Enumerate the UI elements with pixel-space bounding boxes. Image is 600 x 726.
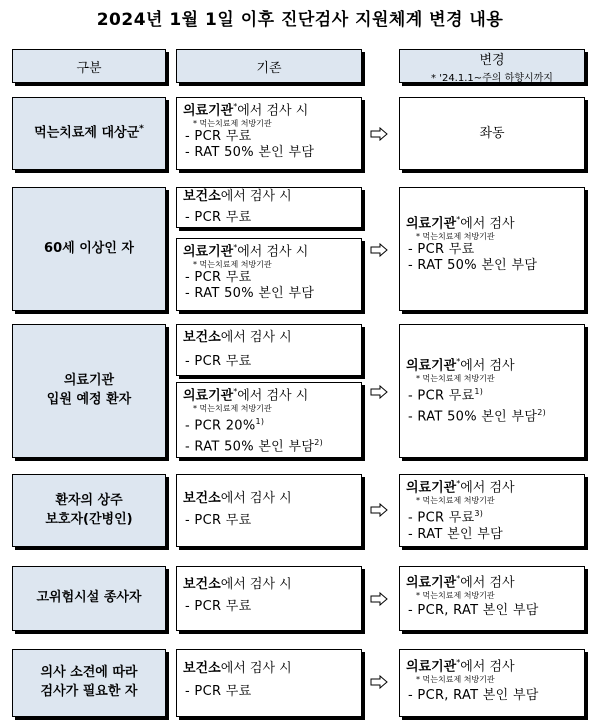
category-cell: [12, 649, 166, 717]
category-label: 환자의 상주 보호자(간병인): [45, 492, 133, 527]
box-heading: 보건소에서 검사 시: [183, 330, 292, 345]
existing-box: [176, 97, 362, 170]
category-label: 60세 이상인 자: [44, 240, 134, 256]
box-heading: 의료기관*에서 검사 시: [183, 387, 309, 404]
changed-box: [399, 649, 585, 717]
box-heading: 보건소에서 검사 시: [183, 189, 292, 204]
category-label: 고위험시설 종사자: [36, 590, 142, 606]
box-heading: 보건소에서 검사 시: [183, 491, 292, 506]
changed-box: [399, 474, 585, 547]
box-heading: 보건소에서 검사 시: [183, 661, 292, 676]
box-item: - PCR, RAT 본인 부담: [408, 603, 539, 619]
header-changed-label: 변경: [479, 52, 505, 68]
box-note: * 먹는치료제 처방기관: [416, 496, 495, 506]
box-note: * 먹는치료제 처방기관: [416, 675, 495, 685]
changed-box: [399, 566, 585, 631]
header-changed: [399, 49, 585, 83]
category-cell: [12, 324, 166, 458]
box-note: * 먹는치료제 처방기관: [193, 119, 272, 129]
existing-box: [176, 238, 362, 311]
changed-box: [399, 324, 585, 458]
existing-box: [176, 324, 362, 376]
box-item: - RAT 50% 본인 부담$^{2)}$: [408, 407, 546, 424]
footnote-mark: *: [139, 124, 144, 135]
box-note: * 먹는치료제 처방기관: [193, 260, 272, 270]
box-heading: 의료기관*에서 검사: [406, 658, 515, 675]
box-note: * 먹는치료제 처방기관: [416, 374, 495, 384]
box-item: - PCR 20%$^{1)}$: [185, 417, 265, 434]
existing-box: [176, 474, 362, 547]
box-item: - PCR 무료: [185, 270, 252, 286]
box-item: - PCR 무료$^{1)}$: [408, 387, 484, 404]
category-label: 먹는치료제 대상군*: [34, 124, 144, 141]
existing-box: [176, 382, 362, 458]
box-heading: 보건소에서 검사 시: [183, 577, 292, 592]
box-item: - PCR 무료: [185, 684, 252, 699]
category-label: 의료기관 입원 예정 환자: [46, 373, 132, 407]
category-cell: [12, 474, 166, 547]
category-cell: [12, 187, 166, 311]
header-existing: [176, 49, 362, 83]
header-category: [12, 49, 166, 83]
box-item: - RAT 50% 본인 부담$^{2)}$: [185, 437, 323, 454]
box-note: * 먹는치료제 처방기관: [416, 232, 495, 242]
category-cell: [12, 97, 166, 170]
arrow-right-icon: [370, 243, 388, 257]
box-item: - PCR 무료: [185, 210, 252, 225]
changed-box: [399, 187, 585, 311]
box-heading: 의료기관*에서 검사 시: [183, 243, 309, 260]
same-as-before-label: 좌동: [479, 125, 505, 141]
category-cell: [12, 566, 166, 631]
header-changed-note: * '24.1.1~주의 하향시까지: [431, 72, 553, 84]
box-item: - RAT 본인 부담: [408, 526, 503, 542]
box-item: - RAT 50% 본인 부담: [185, 145, 315, 161]
box-item: - RAT 50% 본인 부담: [185, 286, 315, 302]
existing-box: [176, 649, 362, 717]
box-heading: 의료기관*에서 검사: [406, 574, 515, 591]
box-item: - RAT 50% 본인 부담: [408, 258, 538, 274]
box-note: * 먹는치료제 처방기관: [193, 404, 272, 414]
box-item: - PCR 무료: [185, 129, 252, 145]
box-item: - PCR 무료$^{3)}$: [408, 509, 484, 526]
arrow-right-icon: [370, 592, 388, 606]
existing-box: [176, 566, 362, 631]
changed-box: [399, 97, 585, 170]
arrow-right-icon: [370, 127, 388, 141]
box-note: * 먹는치료제 처방기관: [416, 591, 495, 601]
existing-box: [176, 187, 362, 228]
header-category-label: 구분: [76, 60, 102, 76]
page-title: 2024년 1월 1일 이후 진단검사 지원체계 변경 내용: [96, 10, 504, 30]
arrow-right-icon: [370, 675, 388, 689]
box-heading: 의료기관*에서 검사: [406, 215, 515, 232]
arrow-right-icon: [370, 503, 388, 517]
arrow-right-icon: [370, 385, 388, 399]
box-heading: 의료기관*에서 검사: [406, 357, 515, 374]
category-label: 의사 소견에 따라 검사가 필요한 자: [40, 665, 138, 699]
header-existing-label: 기존: [256, 60, 282, 76]
box-item: - PCR 무료: [408, 242, 475, 258]
box-item: - PCR 무료: [185, 513, 252, 528]
box-heading: 의료기관*에서 검사: [406, 479, 515, 496]
box-item: - PCR, RAT 본인 부담: [408, 688, 539, 704]
box-item: - PCR 무료: [185, 354, 252, 369]
box-item: - PCR 무료: [185, 599, 252, 614]
box-heading: 의료기관*에서 검사 시: [183, 102, 309, 119]
